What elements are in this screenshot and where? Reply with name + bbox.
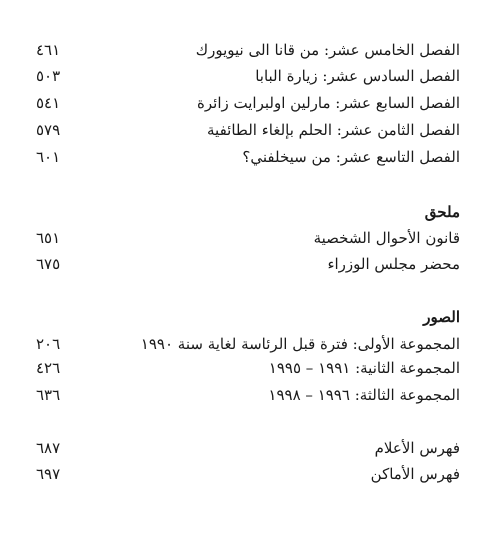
entry-page-number: ٤٦١: [36, 41, 61, 59]
toc-entry-photos: [36, 383, 460, 407]
appendix-heading: ملحق: [424, 203, 460, 221]
entry-page-number: ٦٥١: [36, 229, 61, 247]
entry-page-number: ٥٤١: [36, 94, 61, 112]
toc-entry-chapter-18: [36, 118, 460, 142]
toc-entry-index-names: [36, 436, 460, 460]
photos-heading: الصور: [423, 308, 460, 326]
toc-entry-photos: [36, 356, 460, 380]
entry-page-number: ٥٧٩: [36, 121, 61, 139]
entry-title: الفصل السادس عشر: زيارة البابا: [255, 67, 460, 85]
entry-title: الفصل التاسع عشر: من سيخلفني؟: [242, 148, 460, 166]
entry-title: الفصل الخامس عشر: من قانا الى نيويورك: [195, 41, 460, 59]
toc-entry-index-places: [36, 462, 460, 486]
entry-page-number: ٦٧٥: [36, 255, 61, 273]
toc-entry-chapter-19: [36, 145, 460, 169]
toc-entry-photos: [36, 332, 460, 356]
entry-title: المجموعة الثالثة: ١٩٩٦ – ١٩٩٨: [268, 386, 460, 404]
toc-entry-appendix: [36, 252, 460, 276]
toc-entry-chapter-16: [36, 64, 460, 88]
entry-title: الفصل الثامن عشر: الحلم بإلغاء الطائفية: [207, 121, 460, 139]
entry-page-number: ٢٠٦: [36, 335, 61, 353]
entry-title: المجموعة الأولى: فترة قبل الرئاسة لغاية سنة ١٩٩٠: [140, 335, 460, 353]
toc-entry-appendix: [36, 226, 460, 250]
entry-page-number: ٦٩٧: [36, 465, 61, 483]
entry-page-number: ٦٣٦: [36, 386, 61, 404]
entry-title: الفصل السابع عشر: مارلين اولبرايت زائرة: [197, 94, 460, 112]
entry-title: محضر مجلس الوزراء: [327, 255, 460, 273]
entry-title: المجموعة الثانية: ١٩٩١ – ١٩٩٥: [268, 359, 460, 377]
entry-page-number: ٤٢٦: [36, 359, 61, 377]
entry-page-number: ٦٠١: [36, 148, 61, 166]
entry-title: فهرس الأماكن: [370, 465, 460, 483]
entry-title: فهرس الأعلام: [374, 439, 460, 457]
toc-entry-chapter-17: [36, 91, 460, 115]
entry-title: قانون الأحوال الشخصية: [313, 229, 460, 247]
entry-page-number: ٥٠٣: [36, 67, 61, 85]
toc-entry-chapter-15: [36, 38, 460, 62]
entry-page-number: ٦٨٧: [36, 439, 61, 457]
